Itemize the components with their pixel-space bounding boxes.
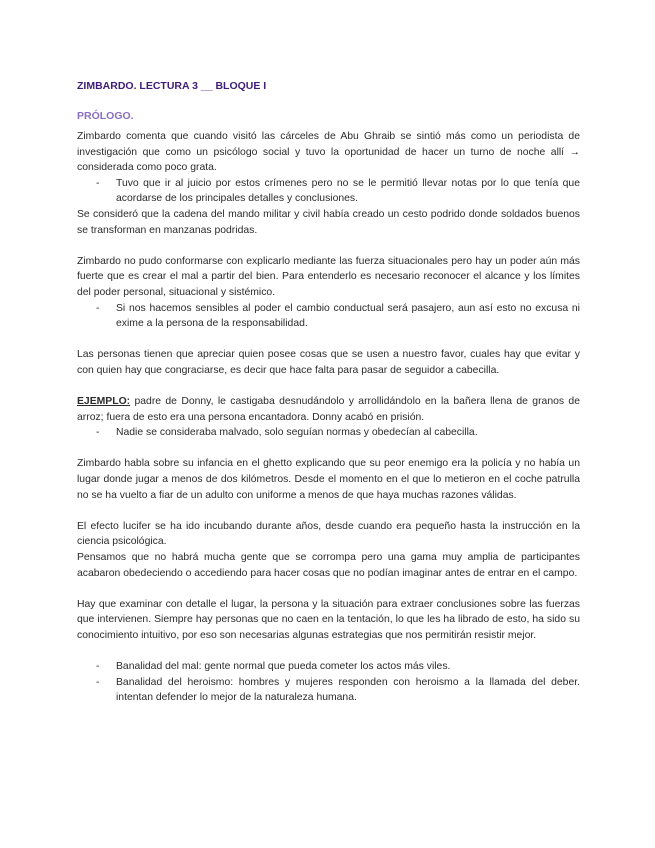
document-body bbox=[77, 79, 580, 706]
bullet-list-power bbox=[77, 301, 580, 332]
paragraph-childhood: Zimbardo habla sobre su infancia en el ghetto explicando que su peor enemigo era la policía y no había un lugar donde jugar a menos de dos kilómetros. Desde el momento en el que lo metieron en el coche patrulla no se ha vuelto a fiar de un adulto con uniforme a menos de que haya muchas razones válidas. bbox=[77, 458, 580, 501]
document-title: ZIMBARDO. LECTURA 3 __ BLOQUE I bbox=[77, 80, 267, 92]
spacer bbox=[77, 379, 580, 395]
paragraph-leadership: Las personas tienen que apreciar quien posee cosas que se usen a nuestro favor, cuales hay que evitar y con quien hay que congraciarse, es decir que hace falta para pasar de seguidor a cabecilla. bbox=[77, 349, 580, 376]
list-item: - Banalidad del heroismo: hombres y mujeres responden con heroismo a la llamada del deber. intentan defender lo mejor de la naturaleza humana. bbox=[96, 676, 580, 704]
paragraph-lucifer-effect: El efecto lucifer se ha ido incubando durante años, desde cuando era pequeño hasta la instrucción en la ciencia psicológica. bbox=[77, 520, 580, 548]
paragraph-participants: Pensamos que no habrá mucha gente que se corrompa pero una gama muy amplia de participantes acabaron obedeciendo o accediendo para hacer cosas que no podían imaginar antes de entrar en el campo. bbox=[77, 552, 580, 579]
spacer bbox=[77, 581, 580, 597]
bullet-list-banality bbox=[77, 659, 580, 706]
list-item: - Banalidad del mal: gente normal que pueda cometer los actos más viles. bbox=[96, 661, 451, 673]
bullet-list-example bbox=[77, 425, 580, 441]
section-heading: PRÓLOGO. bbox=[77, 110, 134, 122]
bullet-list-trial bbox=[77, 176, 580, 207]
paragraph-examine: Hay que examinar con detalle el lugar, la persona y la situación para extraer conclusiones sobre las fuerzas que intervienen. Siempre hay personas que no caen en la tentación, lo que les ha librado de esto, ha sido su conocimiento intuitivo, por eso son necesarias algunas estrategias que nos permitirán resistir mejor. bbox=[77, 598, 580, 641]
example-label: EJEMPLO: bbox=[77, 396, 131, 408]
list-item: - Nadie se consideraba malvado, solo seguían normas y obedecían al cabecilla. bbox=[96, 427, 478, 439]
paragraph-situational-forces: Zimbardo no pudo conformarse con explicarlo mediante las fuerza situacionales pero hay un poder aún más fuerte que es crear el mal a partir del bien. Para entenderlo es necesario reconocer el alcance y los límites del poder personal, situacional y sistémico. bbox=[77, 255, 580, 298]
spacer bbox=[77, 503, 580, 519]
paragraph-abu-ghraib: Zimbardo comenta que cuando visitó las cárceles de Abu Ghraib se sintió más como un periodista de investigación que como un psicólogo social y tuvo la oportunidad de hacer un turno de noche allí → considerada como poco grata. bbox=[77, 131, 580, 174]
paragraph-example: EJEMPLO: padre de Donny, le castigaba desnudándolo y arrollidándolo en la bañera llena de granos de arroz; fuera de esto era una persona encantadora. Donny acabó en prisión. bbox=[77, 396, 580, 423]
list-item: - Si nos hacemos sensibles al poder el cambio conductual será pasajero, aun así esto no excusa ni exime a la persona de la responsabilidad. bbox=[96, 302, 580, 330]
spacer bbox=[77, 332, 580, 348]
spacer bbox=[77, 238, 580, 254]
spacer bbox=[77, 644, 580, 660]
paragraph-chain-of-command: Se consideró que la cadena del mando militar y civil había creado un cesto podrido donde soldados buenos se transforman en manzanas podridas. bbox=[77, 208, 580, 236]
spacer bbox=[77, 441, 580, 457]
list-item: - Tuvo que ir al juicio por estos crímenes pero no se le permitió llevar notas por lo que tenía que acordarse de los principales detalles y conclusiones. bbox=[96, 177, 580, 205]
